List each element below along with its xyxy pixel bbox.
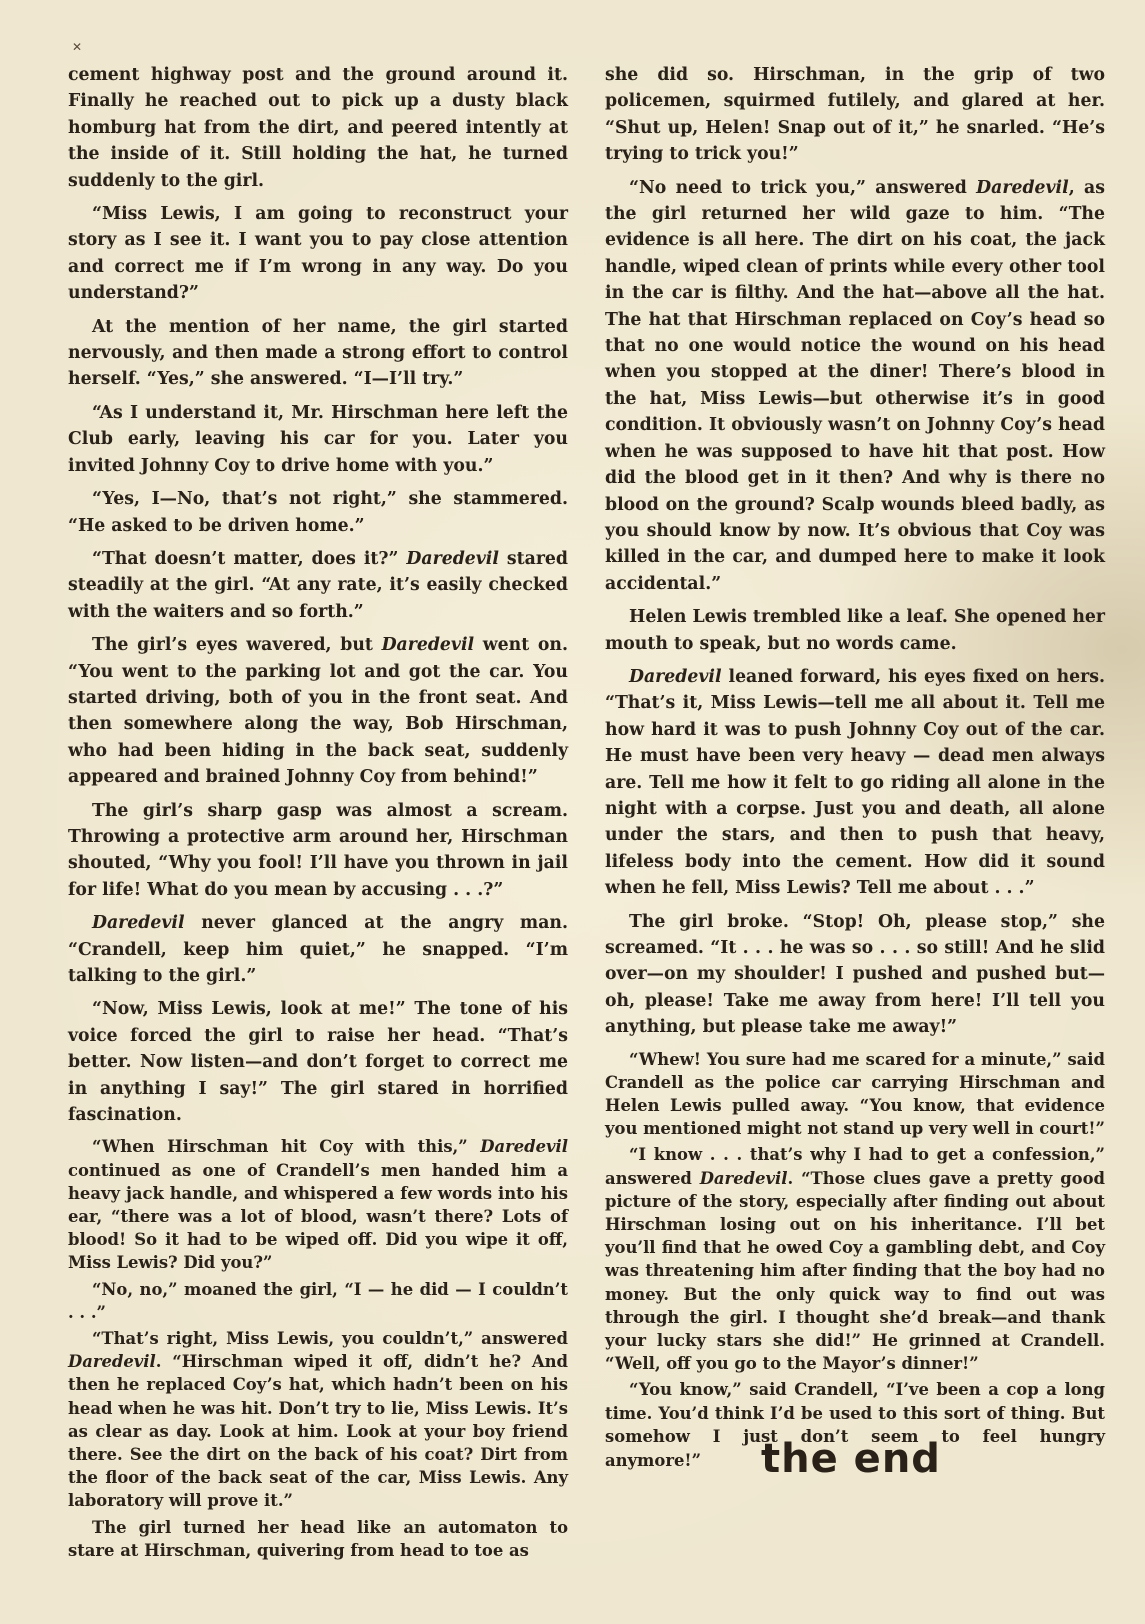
paragraph: “No need to trick you,” answered Daredevil, as the girl returned her wild gaze to him. “The evidence is all here. The dirt on his coat, the jack handle, wiped clean of prints while every other tool in the car is filthy. And the hat—above all the hat. The hat that Hirschman replaced on Coy’s head so that no one would notice the wound on his head when you stopped at the diner! There’s blood in the hat, Miss Lewis—but otherwise it’s in good condition. It obviously wasn’t on Johnny Coy’s head when he was supposed to have hit that post. How did the blood get in it then? And why is there no blood on the ground? Scalp wounds bleed badly, as you should know by now. It’s obvious that Coy was killed in the car, and dumped here to make it look accidental.” (605, 177, 1105, 594)
paragraph: Daredevil never glanced at the angry man. “Crandell, keep him quiet,” he snapped. “I’m talking to the girl.” (68, 913, 568, 986)
paragraph: cement highway post and the ground around it. Finally he reached out to pick up a dusty black homburg hat from the dirt, and peered intently at the inside of it. Still holding the hat, he turned suddenly to the girl. (68, 65, 568, 191)
paragraph: “Yes, I—No, that’s not right,” she stammered. “He asked to be driven home.” (68, 489, 568, 536)
paragraph: “I know . . . that’s why I had to get a confession,” answered Daredevil. “Those clues gave a pretty good picture of the story, especially after finding out about Hirschman losing out on his inheritance. I’ll bet you’ll find that he owed Coy a gambling debt, and Coy was threatening him after finding that the boy had no money. But the only quick way to find out was through the girl. I thought she’d break—and thank your lucky stars she did!” He grinned at Crandell. “Well, off you go to the Mayor’s dinner!” (605, 1145, 1105, 1374)
paragraph: “You know,” said Crandell, “I’ve been a cop a long time. You’d think I’d be used to this sort of thing. But somehow I just don’t seem to feel hungry anymore!” the end (605, 1380, 1105, 1483)
left-column (68, 62, 568, 1565)
character-name: Daredevil (381, 635, 475, 656)
corner-mark: ✕ (72, 40, 83, 54)
paragraph: The girl broke. “Stop! Oh, please stop,” she screamed. “It . . . he was so . . . so still! And he slid over—on my shoulder! I pushed and pushed but—oh, please! Take me away from here! I’ll tell you anything, but please take me away!” (605, 911, 1105, 1038)
paragraph: “When Hirschman hit Coy with this,” Daredevil continued as one of Crandell’s men handed him a heavy jack handle, and whispered a few words into his ear, “there was a lot of blood, wasn’t there? Lots of blood! So it had to be wiped off. Did you wipe it off, Miss Lewis? Did you?” (68, 1137, 568, 1273)
paragraph: “Miss Lewis, I am going to reconstruct your story as I see it. I want you to pay close attention and correct me if I’m wrong in any way. Do you understand?” (68, 204, 568, 304)
character-name: Daredevil (629, 666, 722, 687)
character-name: Daredevil (480, 1137, 568, 1157)
paragraph: “No, no,” moaned the girl, “I — he did — I couldn’t . . .” (68, 1279, 568, 1322)
paragraph: The girl’s eyes wavered, but Daredevil went on. “You went to the parking lot and got the car. You started driving, both of you in the front seat. And then somewhere along the way, Bob Hirschman, who had been hiding in the back seat, suddenly appeared and brained Johnny Coy from behind!” (68, 635, 568, 788)
character-name: Daredevil (68, 1352, 156, 1372)
character-name: Daredevil (92, 913, 185, 934)
paragraph: “Now, Miss Lewis, look at me!” The tone of his voice forced the girl to raise her head. “That’s better. Now listen—and don’t forget to correct me in anything I say!” The girl stared in horrified fascination. (68, 999, 568, 1126)
character-name: Daredevil (699, 1168, 788, 1188)
right-column (605, 62, 1105, 1483)
paragraph: she did so. Hirschman, in the grip of two policemen, squirmed futilely, and glared at her. “Shut up, Helen! Snap out of it,” he snarled. “He’s trying to trick you!” (605, 65, 1105, 165)
paragraph: Helen Lewis trembled like a leaf. She opened her mouth to speak, but no words came. (605, 607, 1105, 654)
paragraph: “As I understand it, Mr. Hirschman here left the Club early, leaving his car for you. Later you invited Johnny Coy to drive home with you.” (68, 402, 568, 476)
character-name: Daredevil (976, 177, 1069, 198)
paragraph: The girl turned her head like an automaton to stare at Hirschman, quivering from head to toe as (68, 1517, 568, 1560)
paragraph: “That’s right, Miss Lewis, you couldn’t,” answered Daredevil. “Hirschman wiped it off, didn’t he? And then he replaced Coy’s hat, which hadn’t been on his head when he was hit. Don’t try to lie, Miss Lewis. It’s as clear as day. Look at him. Look at your boy friend there. See the dirt on the back of his coat? Dirt from the floor of the back seat of the car, Miss Lewis. Any laboratory will prove it.” (68, 1329, 568, 1511)
paragraph: The girl’s sharp gasp was almost a scream. Throwing a protective arm around her, Hirschman shouted, “Why you fool! I’ll have you thrown in jail for life! What do you mean by accusing . . .?” (68, 800, 568, 900)
paragraph: At the mention of her name, the girl started nervously, and then made a strong effort to control herself. “Yes,” she answered. “I—I’ll try.” (68, 316, 568, 390)
paragraph: “Whew! You sure had me scared for a minute,” said Crandell as the police car carrying Hirschman and Helen Lewis pulled away. “You know, that evidence you mentioned might not stand up very well in court!” (605, 1049, 1105, 1139)
paragraph: Daredevil leaned forward, his eyes fixed on hers. “That’s it, Miss Lewis—tell me all about it. Tell me how hard it was to push Johnny Coy out of the car. He must have been very heavy — dead men always are. Tell me how it felt to go riding all alone in the night with a corpse. Just you and death, all alone under the stars, and then to push that heavy, lifeless body into the cement. How did it sound when he fell, Miss Lewis? Tell me about . . .” (605, 666, 1105, 899)
character-name: Daredevil (406, 548, 499, 569)
the-end-title: the end (761, 1436, 941, 1483)
paragraph: “That doesn’t matter, does it?” Daredevil stared steadily at the girl. “At any rate, it’s easily checked with the waiters and so forth.” (68, 548, 568, 622)
